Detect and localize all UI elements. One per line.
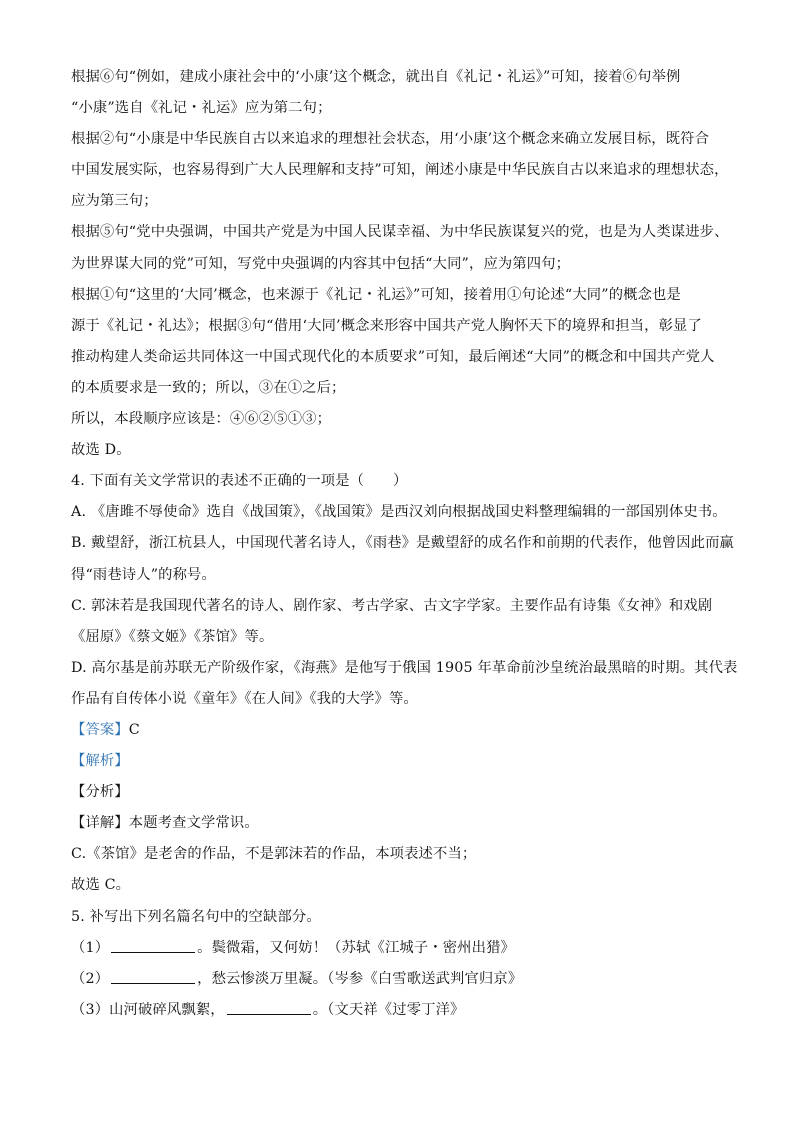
analysis-line: 根据⑥句“例如，建成小康社会中的‘小康’这个概念，就出自《礼记・礼运》”可知，接着⑥句举例 [71,69,681,85]
fill-item-2 [71,964,731,995]
item-number: （2） [71,970,110,987]
choice-line: 故选 C。 [71,877,131,894]
item-text: ，愁云惨淡万里凝。（岑参《白雪歌送武判官归京》 [197,970,523,987]
analysis-line: “小康”选自《礼记・礼运》应为第二句； [71,100,332,117]
analysis-tag: 【解析】 [71,753,129,770]
item-text: 。鬓微霜，又何妨！（苏轼《江城子・密州出猎》 [197,939,515,956]
answer-row [71,715,731,746]
question-4-stem: 4. 下面有关文学常识的表述不正确的一项是（ ） [71,473,408,490]
detail-row [71,808,731,839]
option-d-line-1: D. 高尔基是前苏联无产阶级作家，《海燕》是他写于俄国 1905 年革命前沙皇统治最黑暗的时期。其代表 [71,659,738,676]
analysis-line: 的本质要求是一致的；所以，③在①之后； [71,379,346,396]
analysis-line: 故选 D。 [71,442,131,459]
option-d-line-2: 作品有自传体小说《童年》《在人间》《我的大学》等。 [71,690,418,707]
analysis-line: 根据②句“小康是中华民族自古以来追求的理想社会状态，用‘小康’这个概念来确立发展目标，既符合 [71,131,710,148]
analysis-line: 源于《礼记・礼达》；根据③句“借用‘大同’概念来形容中国共产党人胸怀天下的境界和担当，彰显了 [71,317,702,334]
option-b-line-1: B. 戴望舒，浙江杭县人，中国现代著名诗人，《雨巷》是戴望舒的成名作和前期的代表作，他曾因此而赢 [71,535,734,552]
detail-tag: 【详解】 [71,815,129,832]
analysis-line: 中国发展实际，也容易得到广大人民理解和支持”可知，阐述小康是中华民族自古以来追求的理想状态， [71,162,729,179]
fenxi-tag: 【分析】 [71,784,129,801]
option-b-line-2: 得“雨巷诗人”的称号。 [71,566,216,583]
item-prefix: 山河破碎风飘絮， [109,1001,225,1018]
analysis-line: 应为第三句； [71,193,158,210]
analysis-line: 推动构建人类命运共同体这一中国式现代化的本质要求”可知，最后阐述“大同”的概念和中国共产党人 [71,348,715,365]
answer-value: C [128,721,140,738]
fill-item-1 [71,933,731,964]
document-page [71,62,738,1026]
option-a: A. 《唐雎不辱使命》选自《战国策》，《战国策》是西汉刘向根据战国史料整理编辑的一部国别体史书。 [71,504,727,521]
answer-blank[interactable] [111,969,195,984]
item-number: （3） [71,1001,110,1018]
fill-item-3 [71,995,731,1026]
answer-tag: 【答案】 [71,721,129,738]
analysis-line: 根据⑤句“党中央强调，中国共产党是为中国人民谋幸福、为中华民族谋复兴的党，也是为人类谋进步、 [71,224,729,241]
detail-text: 本题考查文学常识。 [128,815,259,832]
analysis-line: 所以，本段顺序应该是：④⑥②⑤①③； [71,411,332,428]
item-number: （1） [71,939,110,956]
answer-blank[interactable] [227,1000,311,1015]
analysis-line: 根据①句“这里的‘大同’概念，也来源于《礼记・礼运》”可知，接着用①句论述“大同”的概念也是 [71,286,681,303]
answer-blank[interactable] [111,938,195,953]
question-5-stem: 5. 补写出下列名篇名句中的空缺部分。 [71,908,321,925]
option-c-line-2: 《屈原》《蔡文姬》《茶馆》等。 [71,628,274,645]
analysis-line: 为世界谋大同的党”可知，写党中央强调的内容其中包括“大同”，应为第四句； [71,255,571,272]
item-text: 。（文天祥《过零丁洋》 [312,1001,465,1018]
option-c-line-1: C. 郭沫若是我国现代著名的诗人、剧作家、考古学家、古文字学家。主要作品有诗集《女神》和戏剧 [71,597,713,614]
explain-line: C.《茶馆》是老舍的作品，不是郭沫若的作品，本项表述不当； [71,846,477,863]
